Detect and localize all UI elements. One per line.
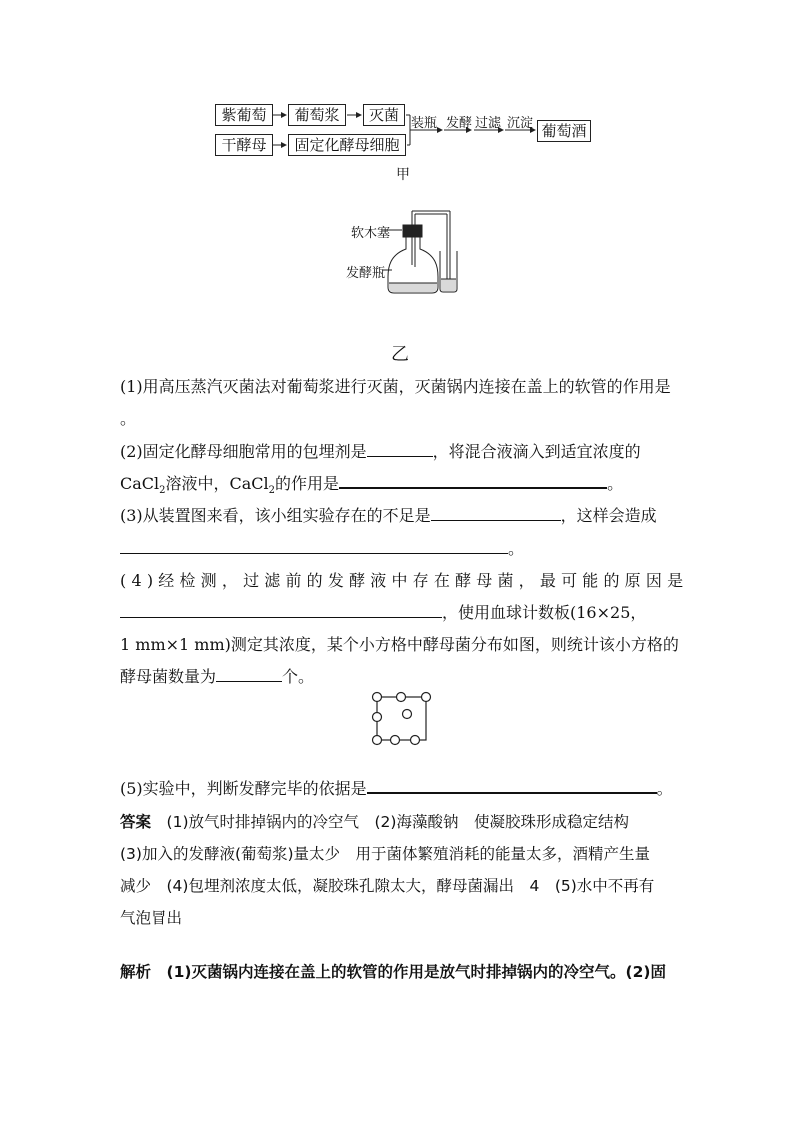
step-bottling: 装瓶 xyxy=(411,116,438,131)
answer-line2: (3)加入的发酵液(葡萄浆)量太少 用于菌体繁殖消耗的能量太多，酒精产生量 xyxy=(120,845,651,863)
q3-line2: 。 xyxy=(120,538,700,560)
box-pulp: 葡萄浆 xyxy=(288,104,346,126)
q4-line1: (4)经检测，过滤前的发酵液中存在酵母菌，最可能的原因是 xyxy=(120,571,689,590)
q5-line: (5)实验中，判断发酵完毕的依据是 。 xyxy=(120,779,673,798)
box-wine: 葡萄酒 xyxy=(537,120,591,142)
q1-line1: (1)用高压蒸汽灭菌法对葡萄浆进行灭菌，灭菌锅内连接在盖上的软管的作用是 xyxy=(120,377,671,396)
q4-line4: 酵母菌数量为 个。 xyxy=(120,667,315,686)
caption-jia: 甲 xyxy=(396,167,410,183)
answer-line3: 减少 (4)包埋剂浓度太低，凝胶珠孔隙太大，酵母菌漏出 4 (5)水中不再有 xyxy=(120,877,655,895)
step-ferment: 发酵 xyxy=(446,116,473,131)
hemocytometer-square xyxy=(366,686,436,750)
analysis-label: 解析 xyxy=(120,963,152,981)
answer-label: 答案 xyxy=(120,813,152,831)
box-yeast: 干酵母 xyxy=(215,134,273,156)
answer-line1: 答案 (1)放气时排掉锅内的冷空气 (2)海藻酸钠 使凝胶珠形成稳定结构 xyxy=(120,813,629,831)
bottle-svg xyxy=(340,205,470,300)
q4-blank-1[interactable] xyxy=(120,603,442,618)
q2-line2: CaCl$_2$溶液中，CaCl$_2$的作用是 。 xyxy=(120,474,624,497)
step-settle: 沉淀 xyxy=(507,116,534,131)
q4-line2: ，使用血球计数板(16×25， xyxy=(120,602,700,624)
box-immobilized: 固定化酵母细胞 xyxy=(288,134,406,156)
q2-blank-1[interactable] xyxy=(367,442,433,457)
q5-blank[interactable] xyxy=(367,778,657,794)
label-cork: 软木塞 xyxy=(351,226,391,241)
analysis-line1: 解析 (1)灭菌锅内连接在盖上的软管的作用是放气时排掉锅内的冷空气。(2)固 xyxy=(120,963,666,981)
answer-line4: 气泡冒出 xyxy=(120,909,183,927)
q2-blank-2[interactable] xyxy=(339,473,607,489)
caption-yi: 乙 xyxy=(391,344,409,365)
box-grape: 紫葡萄 xyxy=(215,104,273,126)
step-filter: 过滤 xyxy=(475,116,502,131)
label-bottle: 发酵瓶 xyxy=(346,266,386,281)
box-sterilize: 灭菌 xyxy=(363,104,405,126)
q4-blank-2[interactable] xyxy=(216,667,282,682)
q1-line2: 。 xyxy=(120,409,137,428)
q4-line3: 1 mm×1 mm)测定其浓度，某个小方格中酵母菌分布如图，则统计该小方格的 xyxy=(120,635,679,654)
q2-line1: (2)固定化酵母细胞常用的包埋剂是 ，将混合液滴入到适宜浓度的 xyxy=(120,442,641,461)
q3-blank-2[interactable] xyxy=(120,539,508,554)
q3-blank-1[interactable] xyxy=(431,506,561,521)
q3-line1: (3)从装置图来看，该小组实验存在的不足是 ，这样会造成 xyxy=(120,506,657,525)
